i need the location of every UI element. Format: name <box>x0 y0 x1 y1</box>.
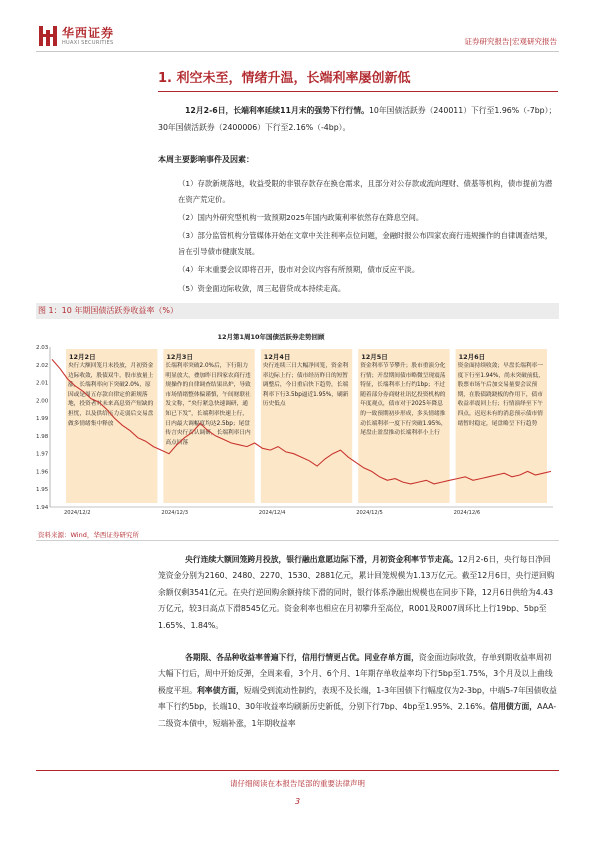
x-tick-label: 2024/12/3 <box>161 510 189 516</box>
report-type: 证券研究报告|宏观研究报告 <box>464 37 557 46</box>
intro-paragraph <box>158 102 558 136</box>
market-text: 资金面边际收敛，存单到期收益率周初大幅下行后，周中开始反弹，全周来看，3个月、6个月、1年期存单收益率均下行5bp至1.75%，3个月及以上曲线极度平坦。 <box>158 653 553 695</box>
annotation-date: 12月2日 <box>69 353 96 361</box>
page-number: 3 <box>294 797 301 806</box>
credit-bold: 信用债方面， <box>490 702 538 712</box>
annotation-date: 12月6日 <box>458 353 486 361</box>
brand-name-en: HUAXI SECURITIES <box>62 40 114 46</box>
x-tick-label: 2024/12/2 <box>64 510 91 516</box>
section-title-underline <box>158 91 558 92</box>
x-tick-label: 2024/12/6 <box>453 510 481 516</box>
factors-heading: 本周主要影响事件及因素： <box>158 155 254 164</box>
factor-item: （5）资金面边际收敛，周三起借贷成本持续走高。 <box>178 284 346 293</box>
footer-divider <box>36 770 559 771</box>
section-title: 1. 利空未至，情绪升温，长端利率屡创新低 <box>158 71 411 86</box>
y-tick-label: 1.98 <box>36 433 49 440</box>
figure-caption: 图 1：10 年期国债活跃券收益率（%） <box>38 306 178 315</box>
intro-bold: 12月2-6日，长端利率延续11月末的强势下行行情。 <box>185 106 369 115</box>
x-tick-label: 2024/12/5 <box>356 510 383 516</box>
y-tick-label: 1.99 <box>36 416 49 423</box>
header-divider <box>36 51 559 52</box>
annotation-text-wrap <box>263 362 350 502</box>
source-divider <box>36 540 559 541</box>
annotation-text-wrap <box>360 362 447 502</box>
factor-item: （2）国内外研究型机构一致预期2025年国内政策利率依然存在降息空间。 <box>178 213 424 222</box>
rates-bold: 利率债方面， <box>196 685 244 695</box>
huaxi-logo-icon <box>39 26 57 46</box>
credit-text: AAA-二级资本债中，短端补涨，1年期收益率 <box>158 702 557 728</box>
liquidity-text: 12月2-6日，央行每日净回笼资金分别为2160、2480、2270、1530、2881亿元，累计回笼规模为1.13万亿元。截至12月6日，央行逆回购余额仅剩3541亿元。在央行逆回购余额持续下滑的同时，银行体系净融出规模也在同步下降，12月6日供给为4.43万亿元，较3日高点下滑8545亿元。资金利率也相应在月初攀升至高位，R001及R007周环比上行19bp、5bp至1.65%、1.84%。 <box>158 555 555 630</box>
annotation-text: 资金面持续收敛；早盘长端利率一度下行至1.94%，尚未突破前低，股票市场午后加交易量要会议预期，在股债跷跷板的作用下，债市收益率震回上行；行情演绎至下午四点，迟迟未有的消息预示债市情绪暂时稳定，尾盘略呈下行趋势 <box>457 363 544 427</box>
y-tick-label: 2.03 <box>36 345 49 351</box>
market-paragraph <box>158 650 558 732</box>
y-tick-label: 2.01 <box>36 380 49 387</box>
brand-name-cn: 华西证券 <box>62 26 115 40</box>
factor-item: （3）部分监管机构分管媒体开始在文章中关注利率点位问题，金融时报公布四家农商行违规操作的自律调查结果，旨在引导债市健康发展。 <box>178 231 553 256</box>
yield-line-chart <box>36 323 559 525</box>
chart-title: 12月第1周10年国债活跃券走势回顾 <box>217 333 325 341</box>
rates-text: 短端受到流动性制约，表现不及长端，1-3年国债下行幅度仅为2-3bp，中端5-7年国债收益率下行约5bp，长端10、30年收益率均刷新历史新低，分别下行7bp、4bp至1.95%、2.16%。 <box>158 685 557 712</box>
annotation-text-wrap <box>68 362 155 502</box>
y-tick-label: 1.97 <box>36 451 49 458</box>
legal-disclaimer: 请仔细阅读在本报告尾部的重要法律声明 <box>230 779 365 788</box>
annotation-text-wrap <box>458 362 545 502</box>
y-tick-label: 1.94 <box>36 505 49 511</box>
y-tick-label: 2.00 <box>36 398 49 405</box>
annotation-text: 长端利率突破2.0%后，下行阻力明显放大，叠加昨日四家农商行违规操作的自律调查结果出炉，导致市场情绪整体偏谨慎，午间财联社发文称，“央行紧急快速调研，通知已下发”，长端利率快速上行，日内最大调幅度均达2.5bp；尾盘传言央行否认调研，长端利率日内高点回落 <box>165 363 251 446</box>
figure-source: 资料来源：Wind，华西证券研究所 <box>38 531 139 539</box>
x-tick-label: 2024/12/4 <box>258 510 286 516</box>
liquidity-bold: 央行连续大额回笼跨月投放，银行融出意愿边际下滑，月初资金利率节节走高。 <box>185 555 458 564</box>
market-bold: 各期限、各品种收益率普遍下行，信用行情更占优。同业存单方面， <box>185 653 419 662</box>
factor-item: （1）存款新规落地，收益受限的非银存款存在换仓需求，且部分对公存款或流向理财、债基等机构，债市提前为潜在资产荒定价。 <box>178 179 553 204</box>
y-tick-label: 2.02 <box>36 362 49 369</box>
annotation-date: 12月4日 <box>263 353 291 361</box>
annotation-date: 12月5日 <box>361 353 388 361</box>
annotation-text: 央行连续三日大幅净回笼，资金利率边际上行；债市经历昨日的短暂调整后，今日重启快下趋势，长端利率下行3.5bp逼近1.95%，刷新历史低点 <box>262 363 349 408</box>
annotation-date: 12月3日 <box>166 353 193 361</box>
y-tick-label: 1.95 <box>36 487 49 494</box>
intro-text: 10年国债活跃券（240011）下行至1.96%（-7bp）；30年国债活跃券（2400006）下行至2.16%（-4bp）。 <box>158 106 557 132</box>
factor-item: （4）年末重要会议即将召开，股市对会议内容有所预期，债市反应平淡。 <box>178 265 420 274</box>
liquidity-paragraph <box>158 552 558 634</box>
annotation-text: 资金利率节节攀升；股市重演分化行情；开盘期间债市略微呈现震荡特征，长端利率上行约1bp；不过随着部分券商财社讯忆投资机构的年度观点，债市对于2025年降息的一致预期初步形成，多头情绪推动长端利率一度下行突破1.95%，尾盘止盈盘推动长端利率小上行 <box>360 363 447 437</box>
annotation-text: 央行大额回笼月末投放，月初资金边际收敛，股债双牛，股市放量上涨，长端利率向下突破2.0%，原因或是周五存款自律定价新规落地，投资者对未来高息资产短缺的担忧，以及供给压力走弱后交易盘做多情绪集中释放 <box>68 363 154 427</box>
y-tick-label: 1.96 <box>36 469 49 476</box>
